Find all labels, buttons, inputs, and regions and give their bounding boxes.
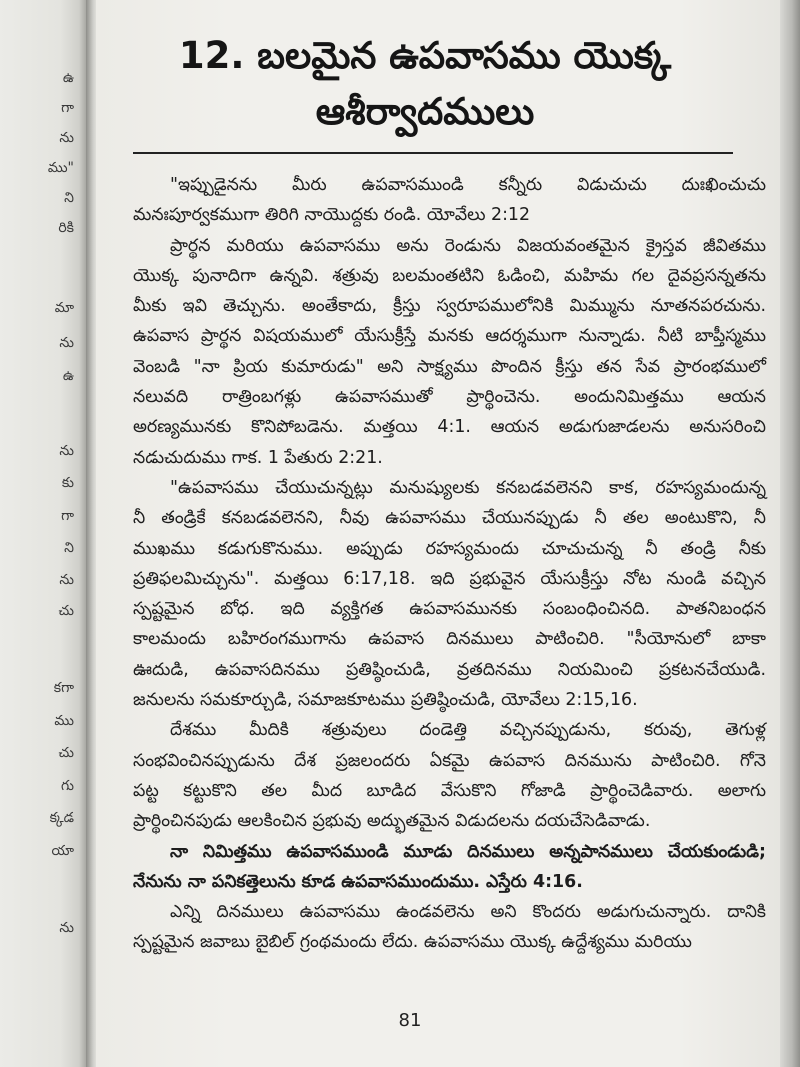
- paragraph: [133, 231, 766, 473]
- paragraph: [133, 170, 766, 231]
- title-divider: [133, 152, 733, 154]
- text-line: స్పష్టమైన బోధ. ఇది వ్యక్తిగత ఉపవాసమునకు సంబంధించినది. పాతనిబంధన: [133, 599, 766, 620]
- text-line: నేనును నా పనికత్తెలును కూడ ఉపవాసముందుము. ఎస్తేరు 4:16.: [133, 871, 583, 892]
- previous-page-fragment: క్కడ: [49, 810, 74, 826]
- body-text: [133, 170, 766, 958]
- text-line: "ఉపవాసము చేయుచున్నట్లు మనుష్యులకు కనబడవలెనని కాక, రహస్యమందున్న: [170, 477, 766, 498]
- page-number: 81: [398, 1010, 422, 1031]
- paragraph: [133, 473, 766, 715]
- text-line: ఉపవాస ప్రార్థన విషయములో యేసుక్రీస్తే మనకు ఆదర్శముగా నున్నాడు. నీటి బాప్తీస్మము: [133, 326, 766, 347]
- previous-page-fragment: ము: [54, 713, 74, 729]
- text-line: మనఃపూర్వకముగా తిరిగి నాయొద్దకు రండి. యోవేలు 2:12: [133, 205, 531, 226]
- paragraph: [133, 715, 766, 836]
- previous-page-fragment: ను: [59, 443, 74, 459]
- previous-page-fragment: ను: [59, 920, 74, 936]
- text-line: నడుచుదుము గాక. 1 పేతురు 2:21.: [133, 447, 383, 468]
- chapter-title-line-2: ఆశీర్వాదములు: [315, 90, 535, 133]
- text-line: ప్రతిఫలమిచ్చును". మత్తయి 6:17,18. ఇది ప్రభువైన యేసుక్రీస్తు నోట నుండి వచ్చిన: [133, 568, 766, 589]
- previous-page-fragment: కగా: [53, 680, 74, 696]
- previous-page-fragment: ను: [59, 572, 74, 588]
- text-line: సంభవించినప్పుడును దేశ ప్రజలందరు ఏకమై ఉపవాస దినమును పాటించిరి. గోనె: [133, 750, 766, 771]
- text-line: ముఖము కడుగుకొనుము. అప్పుడు రహస్యమందు చూచుచున్న నీ తండ్రి నీకు: [133, 538, 766, 559]
- previous-page-fragment: రికి: [58, 220, 74, 236]
- previous-page-fragment: ను: [59, 335, 74, 351]
- text-line: స్పష్టమైన జవాబు బైబిల్ గ్రంథమందు లేదు. ఉపవాసము యొక్క ఉద్దేశ్యము మరియు: [133, 932, 692, 953]
- previous-page-fragment: కు: [61, 475, 74, 491]
- text-line: "ఇప్పుడైనను మీరు ఉపవాసముండి కన్నీరు విడుచుచు దుఃఖించుచు: [170, 175, 766, 195]
- previous-page-fragment: యా: [51, 843, 74, 859]
- page-edge-shadow: [780, 0, 800, 1067]
- chapter-title-line-1: 12. బలమైన ఉపవాసము యొక్క: [178, 34, 672, 77]
- previous-page-fragment: చు: [58, 603, 74, 619]
- previous-page-fragment: ఉ: [62, 70, 74, 86]
- text-line: నీ తండ్రికే కనబడవలెనని, నీవు ఉపవాసము చేయునప్పుడు నీ తల అంటుకొని, నీ: [133, 508, 766, 529]
- text-line: వెంబడి "నా ప్రియ కుమారుడు" అని సాక్ష్యము పొందిన క్రీస్తు తన సేవ ప్రారంభములో: [133, 356, 766, 377]
- previous-page-fragment: ఉ: [62, 368, 74, 384]
- previous-page-fragment: మా: [54, 300, 74, 316]
- text-line: పట్ట కట్టుకొని తల మీద బూడిద వేసుకొని గోజాడి ప్రార్థించెడివారు. అలాగు: [133, 780, 766, 801]
- paragraph: [133, 837, 766, 898]
- text-line: జనులను సమకూర్చుడి, సమాజకూటము ప్రతిష్ఠించుడి, యోవేలు 2:15,16.: [133, 690, 638, 711]
- previous-page-fragment: ని: [64, 540, 74, 556]
- text-line: నా నిమిత్తము ఉపవాసముండి మూడు దినములు అన్నపానములు చేయకుండుడి;: [170, 841, 766, 862]
- text-line: కాలమందు బహిరంగముగాను ఉపవాస దినములు పాటించిరి. "సీయోనులో బాకా: [133, 629, 766, 650]
- text-line: ప్రార్థించినపుడు ఆలకించిన ప్రభువు అద్భుతమైన విడుదలను దయచేసెడివాడు.: [133, 811, 651, 832]
- previous-page-fragment: చు: [58, 745, 74, 761]
- previous-page-fragment: ని: [64, 190, 74, 206]
- previous-page-edge: [0, 0, 86, 1067]
- text-line: దేశము మీదికి శత్రువులు దండెత్తి వచ్చినప్పుడును, కరువు, తెగుళ్ల: [170, 720, 766, 741]
- paragraph: [133, 897, 766, 958]
- previous-page-fragment: ను: [59, 130, 74, 146]
- text-line: మీకు ఇవి తెచ్చును. అంతేకాదు, క్రీస్తు స్వరూపములోనికి మిమ్మును నూతనపరచును.: [133, 296, 766, 317]
- previous-page-fragment: గా: [61, 100, 74, 116]
- text-line: ఎన్ని దినములు ఉపవాసము ఉండవలెను అని కొందరు అడుగుచున్నారు. దానికి: [170, 902, 766, 923]
- previous-page-fragment: గు: [60, 778, 74, 794]
- chapter-title: [135, 28, 715, 140]
- previous-page-fragment: గా: [61, 508, 74, 524]
- text-line: నలువది రాత్రింబగళ్లు ఉపవాసముతో ప్రార్థించెను. అందునిమిత్తము ఆయన: [133, 387, 766, 408]
- text-line: యొక్క పునాదిగా ఉన్నవి. శత్రువు బలమంతటిని ఓడించి, మహిమ గల దైవప్రసన్నతను: [133, 265, 766, 286]
- text-line: ఊదుడి, ఉపవాసదినము ప్రతిష్ఠించుడి, వ్రతదినము నియమించి ప్రకటనచేయుడి.: [133, 659, 766, 680]
- text-line: ప్రార్థన మరియు ఉపవాసము అను రెండును విజయవంతమైన క్రైస్తవ జీవితము: [170, 235, 766, 256]
- text-line: అరణ్యమునకు కొనిపోబడెను. మత్తయి 4:1. ఆయన అడుగుజాడలను అనుసరించి: [133, 417, 766, 438]
- previous-page-fragment: ము": [47, 160, 74, 176]
